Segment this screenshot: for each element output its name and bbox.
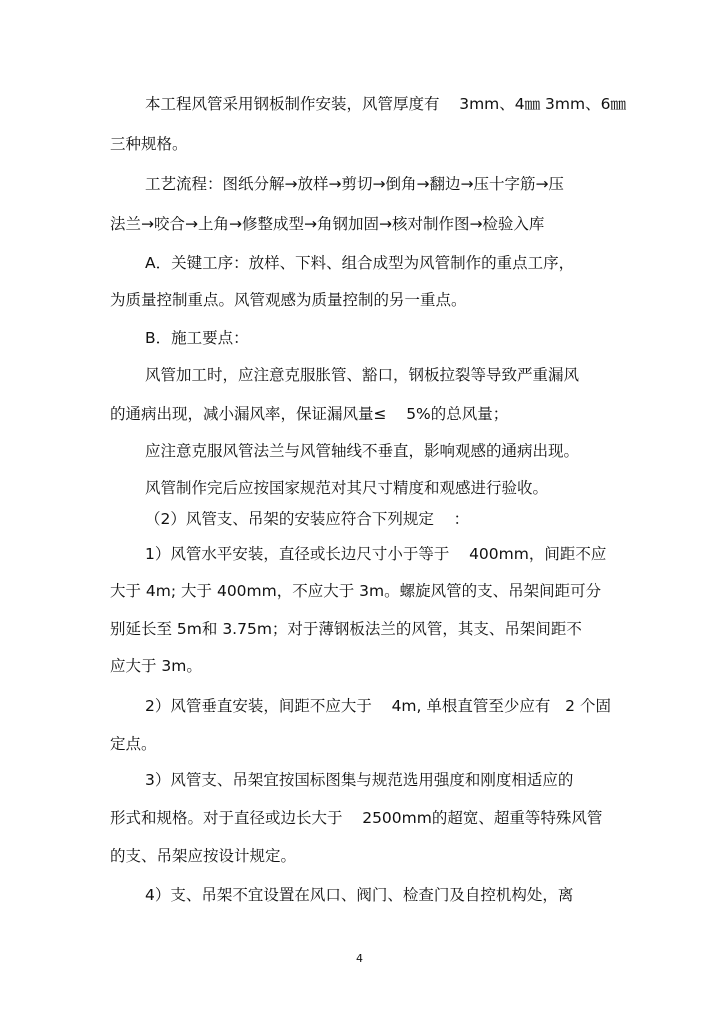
text-line-15: 别延长至 5m和 3.75m；对于薄钢板法兰的风管，其支、吊架间距不 <box>110 620 582 638</box>
text-line-1: 本工程风管采用钢板制作安装，风管厚度有 3mm、4㎜ 3mm、6㎜ <box>145 95 626 113</box>
text-line-16: 应大于 3m。 <box>110 657 202 675</box>
text-line-22: 4）支、吊架不宜设置在风口、阀门、检查门及自控机构处，离 <box>145 886 574 904</box>
text-line-6: 为质量控制重点。风管观感为质量控制的另一重点。 <box>110 291 467 309</box>
text-line-5: A．关键工序：放样、下料、组合成型为风管制作的重点工序， <box>145 254 575 272</box>
text-line-8: 风管加工时，应注意克服胀管、豁口，钢板拉裂等导致严重漏风 <box>145 366 580 384</box>
text-line-7: B．施工要点： <box>145 329 249 347</box>
text-line-19: 3）风管支、吊架宜按国标图集与规范选用强度和刚度相适应的 <box>145 771 574 789</box>
text-line-21: 的支、吊架应按设计规定。 <box>110 847 297 865</box>
text-line-14: 大于 4m; 大于 400mm，不应大于 3m。螺旋风管的支、吊架间距可分 <box>110 582 602 600</box>
text-line-18: 定点。 <box>110 735 157 753</box>
text-line-9: 的通病出现，减小漏风率，保证漏风量≤ 5%的总风量； <box>110 405 509 423</box>
page-number: 4 <box>356 952 363 965</box>
text-line-10: 应注意克服风管法兰与风管轴线不垂直，影响观感的通病出现。 <box>145 442 580 460</box>
text-line-13: 1）风管水平安装，直径或长边尺寸小于等于 400mm，间距不应 <box>145 545 607 563</box>
text-line-3: 工艺流程：图纸分解→放样→剪切→倒角→翻边→压十字筋→压 <box>145 175 564 193</box>
text-line-17: 2）风管垂直安装，间距不应大于 4m, 单根直管至少应有 2 个固 <box>145 697 611 715</box>
text-line-11: 风管制作完后应按国家规范对其尺寸精度和观感进行验收。 <box>145 479 549 497</box>
text-line-20: 形式和规格。对于直径或边长大于 2500mm的超宽、超重等特殊风管 <box>110 809 603 827</box>
text-line-12: （2）风管支、吊架的安装应符合下列规定 ： <box>145 510 470 528</box>
text-line-4: 法兰→咬合→上角→修整成型→角钢加固→核对制作图→检验入库 <box>110 215 545 233</box>
text-line-2: 三种规格。 <box>110 135 188 153</box>
